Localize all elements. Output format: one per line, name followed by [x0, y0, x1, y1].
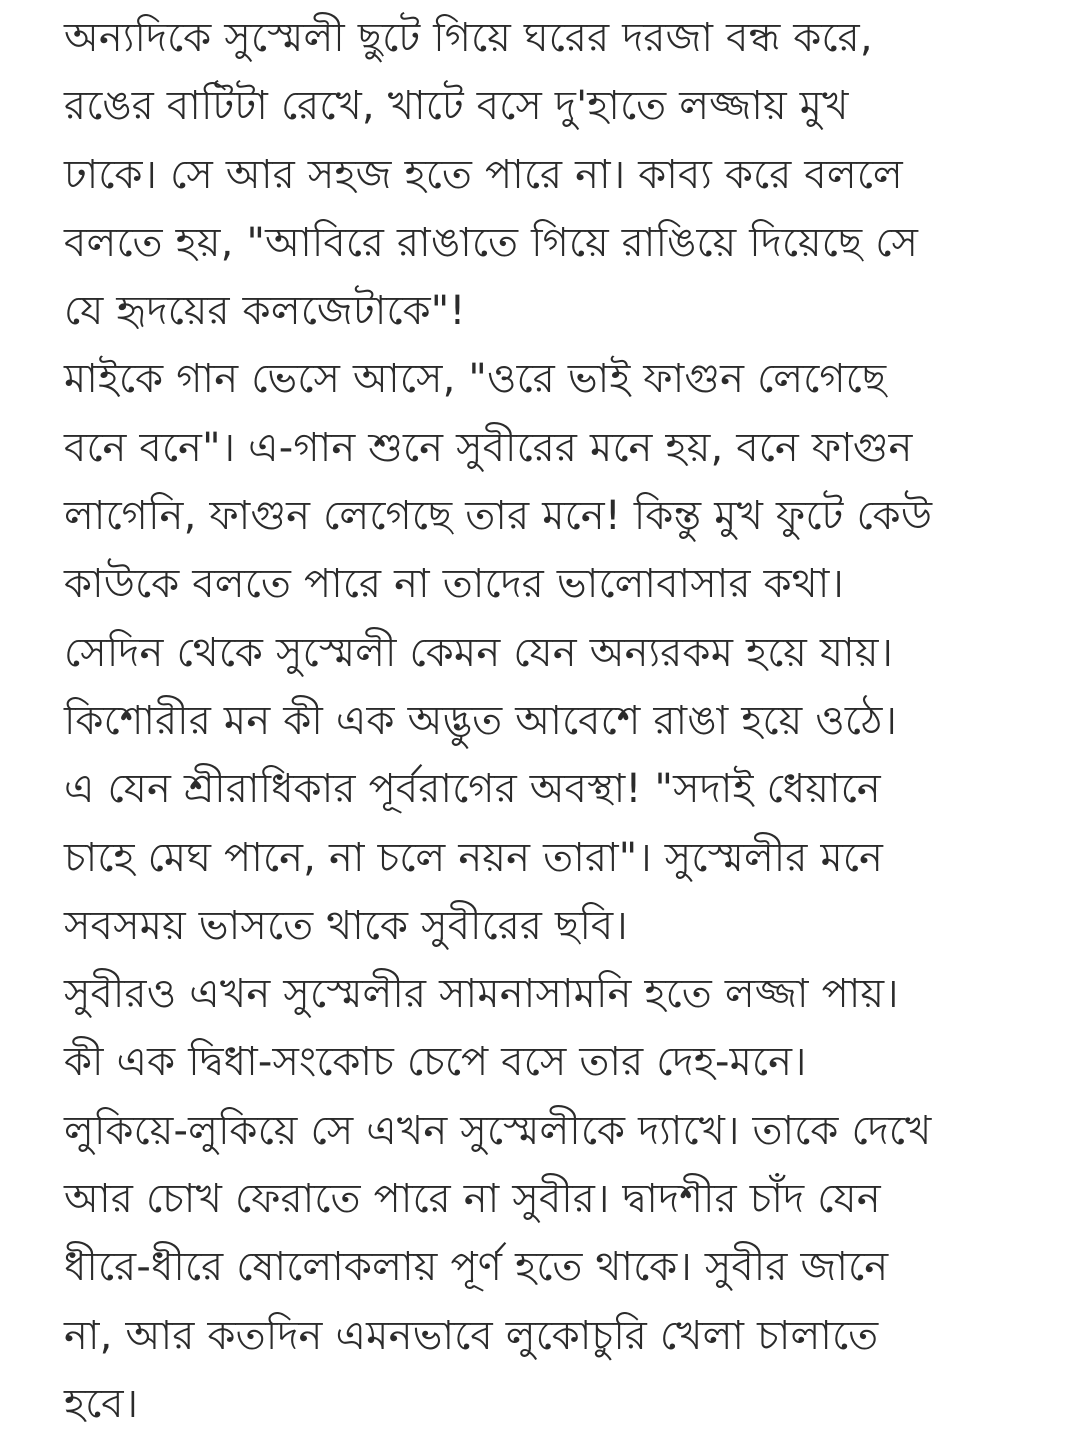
text-line: কাউকে বলতে পারে না তাদের ভালোবাসার কথা।: [64, 561, 845, 608]
text-line: লাগেনি, ফাগুন লেগেছে তার মনে! কিন্তু মুখ ফুটে কেউ: [64, 493, 933, 540]
text-line: হবে।: [64, 1380, 139, 1427]
text-line: ঢাকে। সে আর সহজ হতে পারে না। কাব্য করে বললে: [64, 151, 903, 198]
text-line: না, আর কতদিন এমনভাবে লুকোচুরি খেলা চালাতে: [64, 1312, 879, 1359]
text-line: কিশোরীর মন কী এক অদ্ভুত আবেশে রাঙা হয়ে ওঠে।: [64, 697, 898, 744]
text-line: রঙের বাটিটা রেখে, খাটে বসে দু'হাতে লজ্জায় মুখ: [64, 83, 849, 130]
text-line: ধীরে-ধীরে ষোলোকলায় পূর্ণ হতে থাকে। সুবীর জানে: [64, 1244, 889, 1291]
text-line: সবসময় ভাসতে থাকে সুবীরের ছবি।: [64, 902, 628, 949]
text-line: এ যেন শ্রীরাধিকার পূর্বরাগের অবস্থা! "সদাই ধেয়ানে: [64, 766, 881, 813]
text-line: কী এক দ্বিধা-সংকোচ চেপে বসে তার দেহ-মনে।: [64, 1039, 807, 1086]
text-line: বলতে হয়, "আবিরে রাঙাতে গিয়ে রাঙিয়ে দিয়েছে সে: [64, 219, 919, 266]
text-line: সুবীরও এখন সুস্মেলীর সামনাসামনি হতে লজ্জা পায়।: [64, 971, 899, 1018]
text-line: চাহে মেঘ পানে, না চলে নয়ন তারা"। সুস্মেলীর মনে: [64, 834, 884, 881]
text-line: সেদিন থেকে সুস্মেলী কেমন যেন অন্যরকম হয়ে যায়।: [64, 629, 894, 676]
text-line: যে হৃদয়ের কলজেটাকে"!: [64, 288, 466, 335]
text-line: বনে বনে"। এ-গান শুনে সুবীরের মনে হয়, বনে ফাগুন: [64, 424, 913, 471]
text-line: অন্যদিকে সুস্মেলী ছুটে গিয়ে ঘরের দরজা বন্ধ করে,: [64, 15, 873, 61]
text-line: মাইকে গান ভেসে আসে, "ওরে ভাই ফাগুন লেগেছে: [64, 356, 887, 403]
document-body: [64, 4, 1064, 1438]
text-line: লুকিয়ে-লুকিয়ে সে এখন সুস্মেলীকে দ্যাখে। তাকে দেখে: [64, 1107, 932, 1154]
text-line: আর চোখ ফেরাতে পারে না সুবীর। দ্বাদশীর চাঁদ যেন: [64, 1176, 881, 1223]
